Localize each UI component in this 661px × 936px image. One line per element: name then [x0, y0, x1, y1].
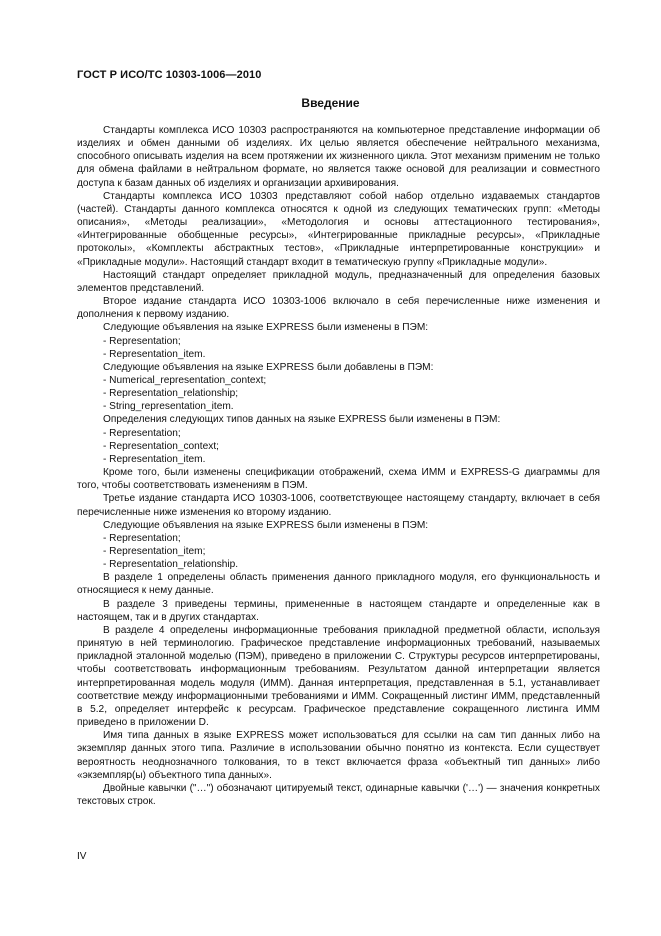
list-item: - Representation_item;	[103, 546, 206, 557]
list-item: - Representation;	[103, 532, 181, 544]
paragraph: Следующие объявления на языке EXPRESS были изменены в ПЭМ:	[103, 519, 429, 531]
paragraph: Второе издание стандарта ИСО 10303-1006 включало в себя перечисленные ниже изменения и дополнения к первому изданию.	[77, 296, 600, 321]
paragraph: Имя типа данных в языке EXPRESS может использоваться для ссылки на сам тип данных либо на экземпляр данных этого типа. Различие в использовании обычно понятно из контекста. Если существует вероятность неоднозначного толкования, то в текст включается фраза «объектный тип данных» либо «экземпляр(ы) объектного типа данных».	[77, 730, 600, 781]
paragraph: Третье издание стандарта ИСО 10303-1006, соответствующее настоящему стандарту, включает в себя перечисленные ниже изменения ко второму изданию.	[77, 493, 600, 518]
list-item: - Representation_context;	[103, 440, 219, 452]
paragraph: Двойные кавычки ("…") обозначают цитируемый текст, одинарные кавычки ('…') — значения конкретных текстовых строк.	[77, 782, 600, 807]
list-item: - Representation_relationship;	[103, 388, 239, 400]
paragraph: Настоящий стандарт определяет прикладной модуль, предназначенный для определения базовых элементов представлений.	[77, 269, 600, 294]
body-text	[77, 124, 600, 808]
list-item: - Representation_relationship.	[103, 559, 239, 571]
paragraph: Кроме того, были изменены спецификации отображений, схема ИММ и EXPRESS-G диаграммы для того, чтобы соответствовать изменениям в ПЭМ.	[77, 467, 600, 492]
paragraph: В разделе 4 определены информационные требования прикладной предметной области, используя принятую в ней терминологию. Графическое представление информационных требований, называемых прикладной эталонной моделью (ПЭМ), приведено в приложении С. Структуры ресурсов интерпретированы, чтобы соответствовать информационным требованиям. Результатом данной интерпретации является интерпретированная модель модуля (ИММ). Данная интерпретация, представленная в 5.1, устанавливает соответствие между информационными требованиями и ИММ. Сокращенный листинг ИММ, представленный в 5.2, определяет интерфейс к ресурсам. Графическое представление сокращенного листинга ИММ приведено в приложении D.	[77, 624, 600, 729]
paragraph: Определения следующих типов данных на языке EXPRESS были изменены в ПЭМ:	[103, 414, 501, 426]
paragraph: В разделе 1 определены область применения данного прикладного модуля, его функциональность и относящиеся к нему данные.	[77, 572, 600, 597]
list-item: - Representation_item.	[103, 453, 206, 465]
list-item: - Representation;	[103, 427, 181, 439]
paragraph: Следующие объявления на языке EXPRESS были добавлены в ПЭМ:	[103, 361, 434, 373]
document-header: ГОСТ Р ИСО/ТС 10303-1006—2010	[77, 69, 262, 81]
list-item: - Representation_item.	[103, 348, 206, 360]
list-item: - Representation;	[103, 335, 181, 347]
list-item: - Numerical_representation_context;	[103, 374, 267, 386]
page-number: IV	[77, 851, 87, 862]
paragraph: Стандарты комплекса ИСО 10303 распространяются на компьютерное представление информации об изделиях и обмен данными об изделиях. Их целью является обеспечение нейтрального механизма, способного описывать изделия на всем протяжении их жизненного цикла. Этот механизм применим не только для обмена файлами в нейтральном формате, но является также основой для реализации и совместного доступа к базам данных об изделиях и организации архивирования.	[77, 125, 600, 189]
paragraph: В разделе 3 приведены термины, примененные в настоящем стандарте и определенные как в настоящем, так и в других стандартах.	[77, 598, 600, 623]
list-item: - String_representation_item.	[103, 401, 234, 413]
section-title: Введение	[301, 96, 360, 110]
paragraph: Следующие объявления на языке EXPRESS были изменены в ПЭМ:	[103, 322, 429, 334]
paragraph: Стандарты комплекса ИСО 10303 представляют собой набор отдельно издаваемых стандартов (частей). Стандарты данного комплекса относятся к одной из следующих тематических групп: «Методы описания», «Методы реализации», «Методология и основы аттестационного тестирования», «Интегрированные обобщенные ресурсы», «Интегрированные прикладные ресурсы», «Прикладные протоколы», «Комплекты абстрактных тестов», «Прикладные интерпретированные конструкции» и «Прикладные модули». Настоящий стандарт входит в тематическую группу «Прикладные модули».	[77, 190, 600, 268]
